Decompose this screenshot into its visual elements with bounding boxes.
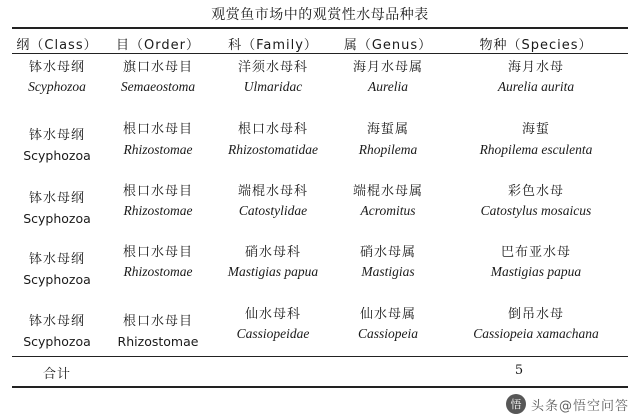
watermark-logo-icon: 悟 [506,394,526,414]
total-rule [12,356,628,357]
class-cn: 钵水母纲 [28,191,85,206]
order-cn: 根口水母目 [122,314,193,329]
header-order: 目（Order） [116,38,200,53]
order-latin: Semaeostoma [120,79,196,94]
genus-latin: Aurelia [368,79,408,94]
class-latin: Scyphozoa [23,148,91,163]
species-cn: 彩色水母 [507,184,564,199]
family-cn: 根口水母科 [237,122,308,137]
species-latin: Cassiopeia xamachana [473,326,599,341]
class-cn: 钵水母纲 [28,60,85,75]
family-latin: Rhizostomatidae [228,142,318,157]
family-latin: Catostylidae [238,203,308,218]
top-rule [12,27,628,29]
order-latin: Rhizostomae [117,334,199,349]
family-latin: Cassiopeidae [236,326,310,341]
header-family: 科（Family） [228,38,318,53]
order-latin: Rhizostomae [123,264,193,279]
order-cn: 根口水母目 [122,184,193,199]
header-genus: 属（Genus） [343,38,433,53]
table-title: 观赏鱼市场中的观赏性水母品种表 [211,7,429,23]
family-cn: 仙水母科 [244,307,301,322]
species-latin: Catostylus mosaicus [480,203,592,218]
genus-latin: Acromitus [360,203,416,218]
species-cn: 倒吊水母 [507,307,564,322]
order-latin: Rhizostomae [123,203,193,218]
species-cn: 海蜇 [521,122,550,137]
genus-cn: 端棍水母属 [352,184,423,199]
genus-cn: 海蜇属 [366,122,409,137]
species-latin: Rhopilema esculenta [479,142,593,157]
class-cn: 钵水母纲 [28,128,85,143]
order-latin: Rhizostomae [123,142,193,157]
family-latin: Ulmaridac [243,79,303,94]
class-latin: Scyphozoa [23,272,91,287]
genus-latin: Cassiopeia [357,326,418,341]
order-cn: 根口水母目 [122,122,193,137]
class-latin: Scyphozoa [28,79,86,94]
genus-cn: 仙水母属 [359,307,416,322]
header-species: 物种（Species） [479,38,593,53]
bottom-rule [12,386,628,388]
class-cn: 钵水母纲 [28,252,85,267]
family-latin: Mastigias papua [227,264,319,279]
species-cn: 巴布亚水母 [500,245,571,260]
class-latin: Scyphozoa [23,334,91,349]
genus-cn: 海月水母属 [352,60,423,75]
total-value: 5 [514,363,524,378]
genus-cn: 硝水母属 [359,245,416,260]
watermark [506,393,630,415]
genus-latin: Mastigias [361,264,415,279]
species-latin: Aurelia aurita [497,79,575,94]
watermark-text: 头条@悟空问答 [531,398,630,414]
order-cn: 根口水母目 [122,245,193,260]
class-cn: 钵水母纲 [28,314,85,329]
total-label: 合计 [42,367,71,382]
genus-latin: Rhopilema [358,142,418,157]
header-class: 纲（Class） [16,38,98,53]
species-latin: Mastigias papua [490,264,582,279]
header-rule [12,53,628,54]
species-cn: 海月水母 [507,60,564,75]
class-latin: Scyphozoa [23,211,91,226]
family-cn: 硝水母科 [244,245,301,260]
family-cn: 端棍水母科 [237,184,308,199]
order-cn: 旗口水母目 [122,60,193,75]
family-cn: 洋须水母科 [237,60,308,75]
